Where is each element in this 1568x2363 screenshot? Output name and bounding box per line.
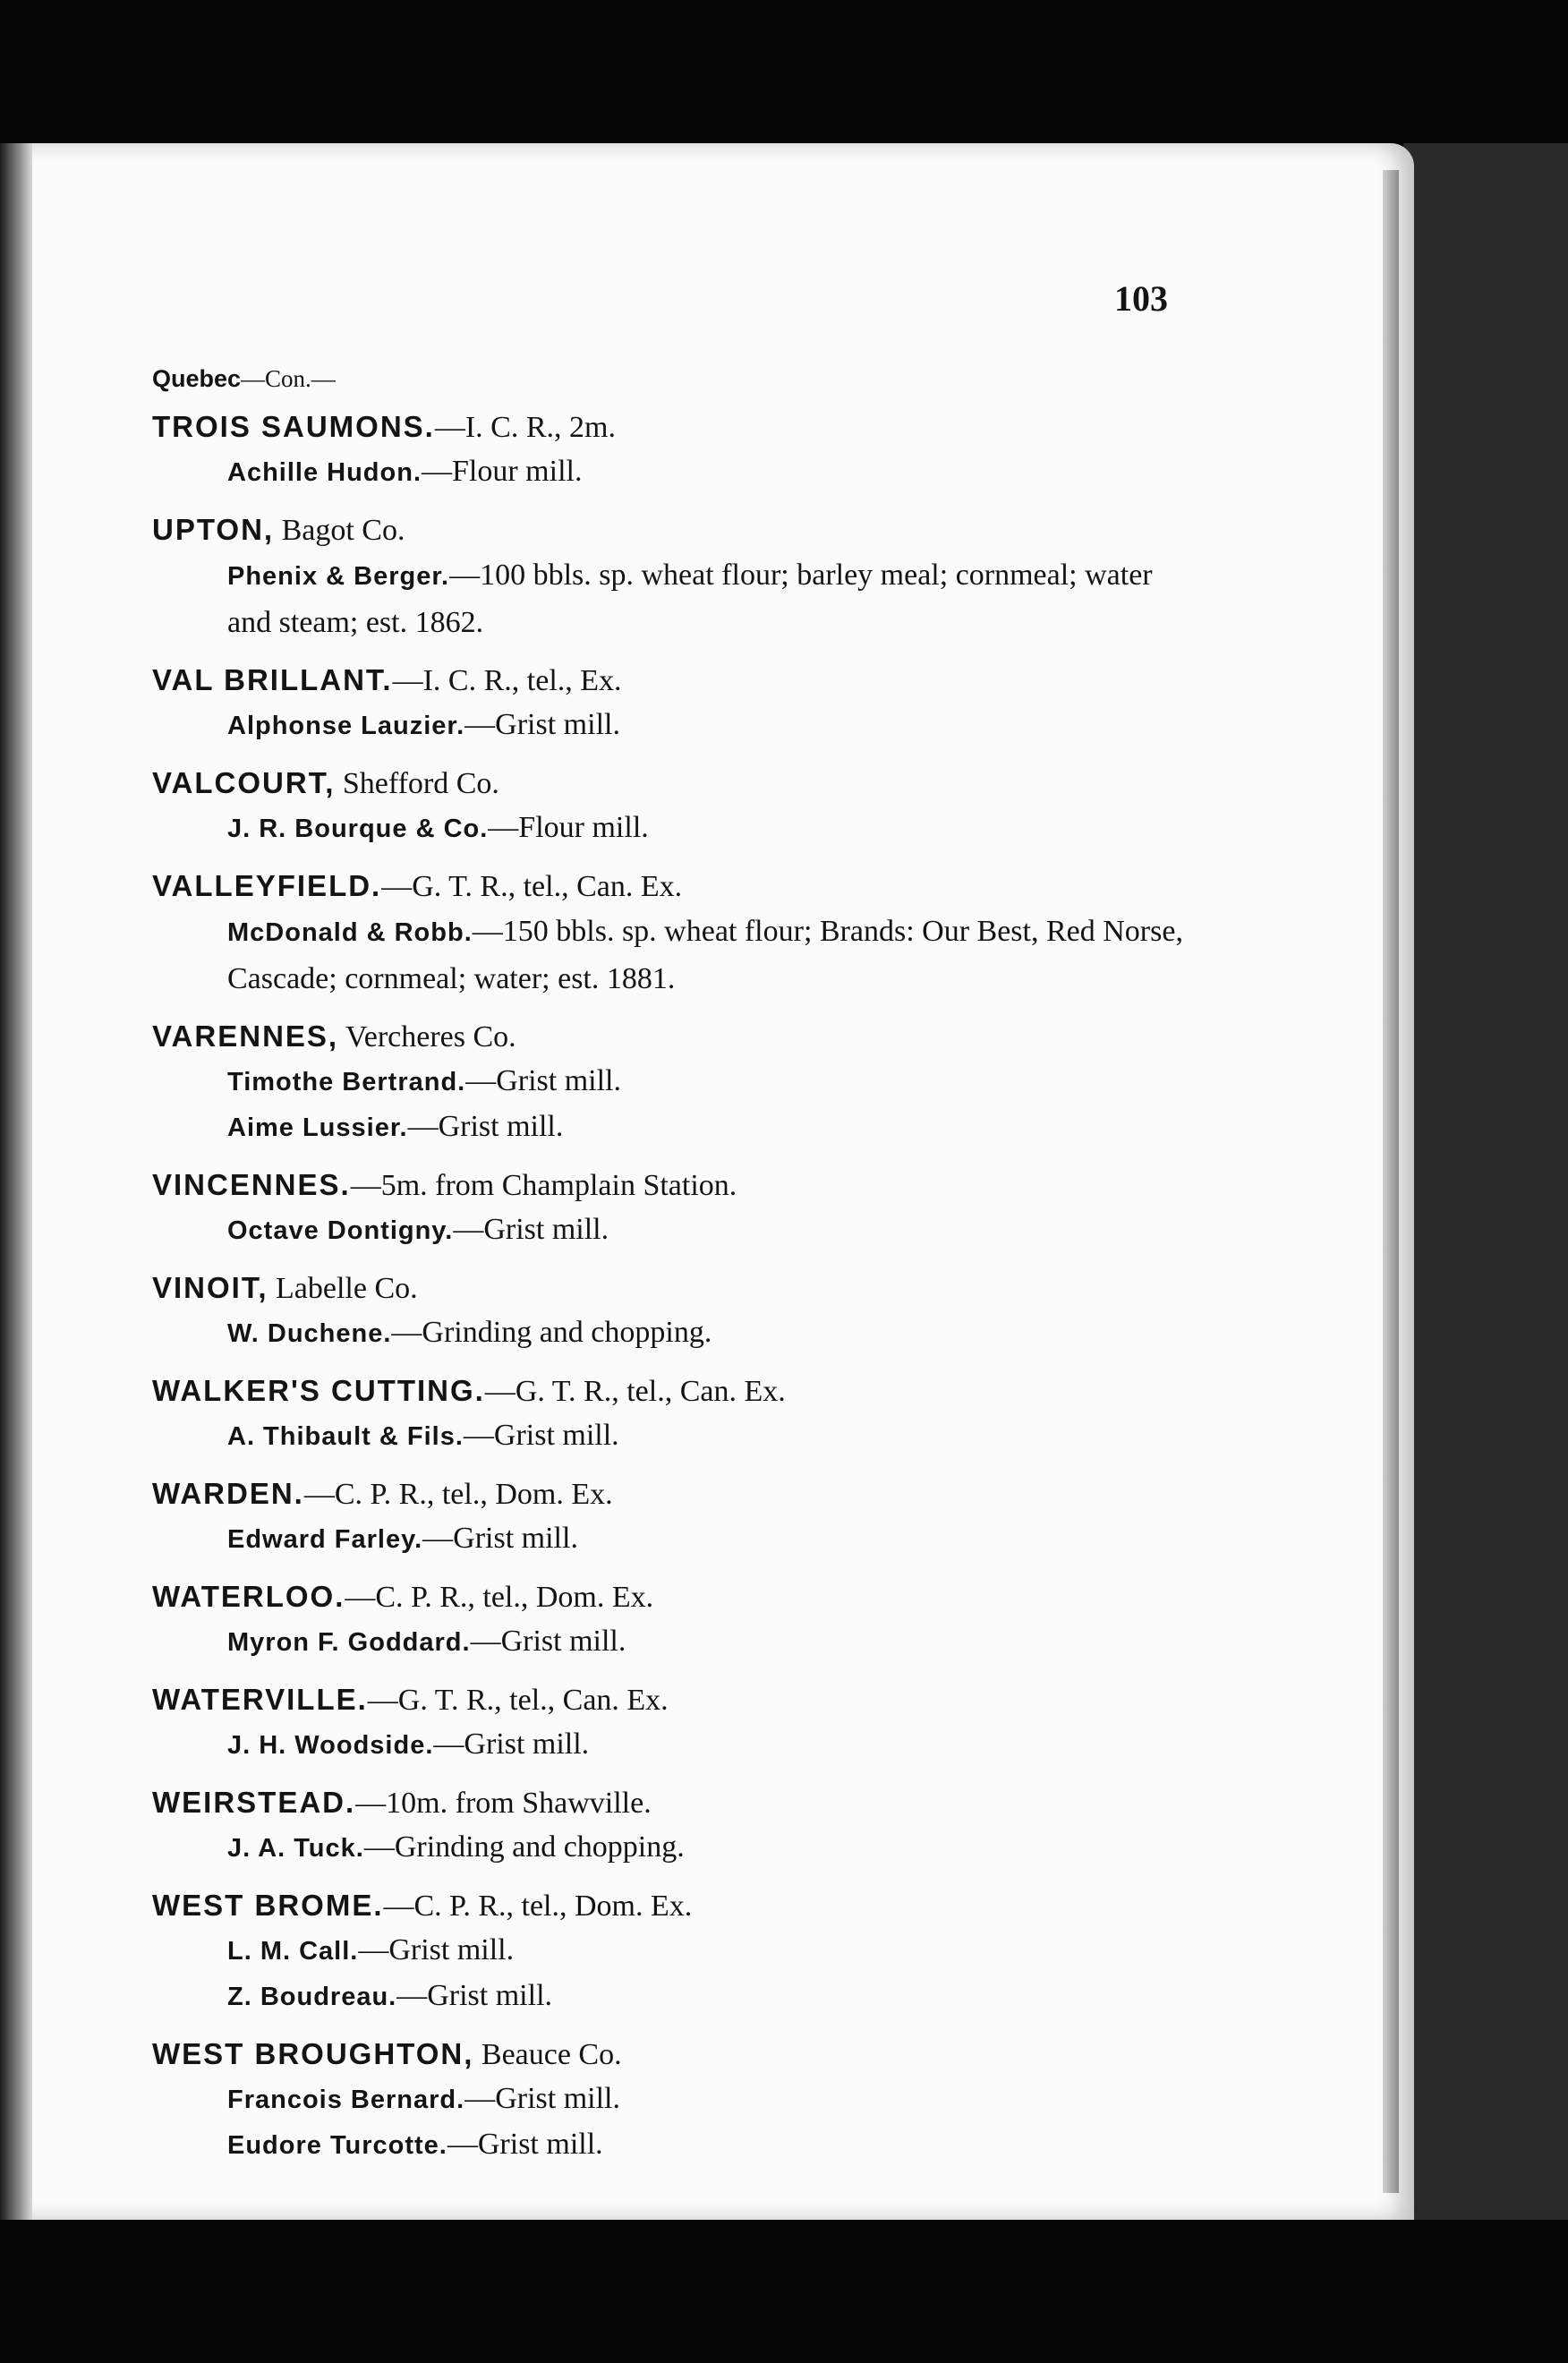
firm-line: [152, 1974, 1195, 2019]
place-entry: [152, 1781, 1195, 1871]
place-name: VINCENNES.: [152, 1168, 351, 1201]
firm-line: [152, 909, 1195, 1002]
place-name: VALLEYFIELD.: [152, 869, 382, 902]
place-entry: [152, 1164, 1195, 1253]
firm-line: [152, 1825, 1195, 1871]
firm-description: —Flour mill.: [422, 455, 583, 488]
firm-name: W. Duchene.: [227, 1319, 392, 1348]
place-entry: [152, 508, 1195, 645]
place-name: WATERLOO.: [152, 1580, 345, 1613]
place-details: Bagot Co.: [274, 514, 405, 547]
place-heading: [152, 1884, 1195, 1928]
firm-description: —100 bbls. sp. wheat flour; barley meal; cornmeal; water and steam; est. 1862.: [227, 559, 1153, 639]
place-name: WALKER'S CUTTING.: [152, 1374, 485, 1407]
place-entry: [152, 1884, 1195, 2019]
place-details: —10m. from Shawville.: [355, 1787, 652, 1820]
place-details: —I. C. R., tel., Ex.: [392, 664, 622, 697]
place-entry: [152, 1472, 1195, 1562]
place-details: —G. T. R., tel., Can. Ex.: [367, 1684, 669, 1717]
place-details: Beauce Co.: [473, 2038, 622, 2071]
place-entry: [152, 1678, 1195, 1768]
place-name: WEST BROME.: [152, 1889, 384, 1922]
scan-background-top: [0, 0, 1568, 152]
place-heading: [152, 1678, 1195, 1722]
place-details: —C. P. R., tel., Dom. Ex.: [345, 1581, 654, 1614]
place-entry: [152, 1015, 1195, 1150]
firm-line: [152, 1207, 1195, 1253]
firm-name: Timothe Bertrand.: [227, 1068, 466, 1096]
firm-line: [152, 1310, 1195, 1356]
firm-description: —Grist mill.: [453, 1213, 609, 1246]
firm-description: —Grist mill.: [464, 708, 620, 741]
place-heading: [152, 2033, 1195, 2077]
place-entry: [152, 1267, 1195, 1356]
firm-line: [152, 1413, 1195, 1459]
firm-line: [152, 2122, 1195, 2168]
place-heading: [152, 1015, 1195, 1059]
firm-line: [152, 1928, 1195, 1974]
place-name: WATERVILLE.: [152, 1683, 368, 1716]
place-heading: [152, 1164, 1195, 1207]
place-entry: [152, 659, 1195, 748]
firm-description: —Grinding and chopping.: [391, 1316, 712, 1349]
firm-line: [152, 449, 1195, 495]
firm-line: [152, 2077, 1195, 2122]
firm-description: —Grist mill.: [464, 2082, 620, 2115]
firm-description: —150 bbls. sp. wheat flour; Brands: Our Best, Red Norse, Cascade; cornmeal; water; est. 1881.: [227, 915, 1183, 995]
place-name: TROIS SAUMONS.: [152, 410, 435, 443]
place-entry: [152, 405, 1195, 495]
firm-name: Alphonse Lauzier.: [227, 712, 465, 740]
firm-line: [152, 806, 1195, 851]
firm-description: —Flour mill.: [488, 811, 649, 844]
place-details: —G. T. R., tel., Can. Ex.: [484, 1375, 786, 1408]
place-heading: [152, 659, 1195, 703]
firm-description: —Grist mill.: [463, 1419, 619, 1452]
firm-description: —Grist mill.: [470, 1625, 626, 1658]
firm-line: [152, 1059, 1195, 1105]
firm-name: Eudore Turcotte.: [227, 2131, 447, 2160]
place-name: VALCOURT,: [152, 766, 336, 799]
firm-name: J. A. Tuck.: [227, 1834, 364, 1863]
place-entry: [152, 865, 1195, 1002]
firm-name: Octave Dontigny.: [227, 1216, 454, 1245]
firm-name: Z. Boudreau.: [227, 1983, 397, 2011]
firm-line: [152, 703, 1195, 748]
firm-name: Achille Hudon.: [227, 458, 422, 487]
firm-name: Aime Lussier.: [227, 1113, 408, 1142]
binding-edge: [0, 143, 32, 2229]
place-entry: [152, 1369, 1195, 1459]
directory-listing: [152, 269, 1195, 2181]
place-details: —C. P. R., tel., Dom. Ex.: [303, 1478, 613, 1511]
place-heading: [152, 1369, 1195, 1413]
firm-line: [152, 552, 1195, 645]
firm-name: J. H. Woodside.: [227, 1731, 434, 1760]
firm-description: —Grist mill.: [407, 1110, 564, 1143]
running-head: [152, 365, 1195, 393]
place-details: Shefford Co.: [335, 767, 499, 800]
page-edge: [1383, 170, 1399, 2193]
place-name: VINOIT,: [152, 1271, 268, 1304]
place-heading: [152, 1267, 1195, 1310]
place-entry: [152, 1575, 1195, 1665]
running-head-province: Quebec: [152, 365, 242, 392]
place-heading: [152, 865, 1195, 909]
scan-background-bottom: [0, 2220, 1568, 2363]
firm-name: Edward Farley.: [227, 1525, 423, 1554]
place-entry: [152, 2033, 1195, 2168]
firm-name: Francois Bernard.: [227, 2086, 465, 2114]
place-name: WEIRSTEAD.: [152, 1786, 356, 1819]
firm-name: J. R. Bourque & Co.: [227, 815, 489, 843]
firm-description: —Grist mill.: [422, 1522, 578, 1555]
place-details: —G. T. R., tel., Can. Ex.: [381, 870, 683, 903]
firm-line: [152, 1619, 1195, 1665]
place-name: VAL BRILLANT.: [152, 663, 393, 696]
firm-description: —Grist mill.: [396, 1979, 553, 2012]
place-heading: [152, 405, 1195, 449]
place-details: —I. C. R., 2m.: [434, 411, 616, 444]
place-name: VARENNES,: [152, 1019, 339, 1053]
firm-name: A. Thibault & Fils.: [227, 1422, 464, 1451]
firm-description: —Grinding and chopping.: [363, 1830, 685, 1864]
firm-description: —Grist mill.: [358, 1933, 515, 1966]
place-heading: [152, 1781, 1195, 1825]
place-details: Labelle Co.: [268, 1272, 418, 1305]
firm-line: [152, 1722, 1195, 1768]
place-entry: [152, 762, 1195, 851]
place-name: WEST BROUGHTON,: [152, 2037, 474, 2070]
firm-name: Myron F. Goddard.: [227, 1628, 471, 1657]
page-number: 103: [1114, 278, 1168, 319]
firm-name: L. M. Call.: [227, 1937, 359, 1966]
place-heading: [152, 1472, 1195, 1516]
facing-page-shadow: [1403, 143, 1568, 2229]
firm-description: —Grist mill.: [447, 2128, 603, 2161]
running-head-continued: —Con.—: [241, 365, 336, 392]
place-heading: [152, 508, 1195, 552]
firm-name: Phenix & Berger.: [227, 562, 450, 591]
place-name: UPTON,: [152, 513, 275, 546]
firm-name: McDonald & Robb.: [227, 918, 473, 947]
place-details: —C. P. R., tel., Dom. Ex.: [383, 1890, 693, 1923]
place-details: —5m. from Champlain Station.: [350, 1169, 737, 1202]
firm-description: —Grist mill.: [465, 1064, 622, 1097]
place-name: WARDEN.: [152, 1477, 304, 1510]
place-heading: [152, 1575, 1195, 1619]
firm-description: —Grist mill.: [433, 1727, 590, 1761]
firm-line: [152, 1516, 1195, 1562]
firm-line: [152, 1105, 1195, 1150]
place-details: Vercheres Co.: [338, 1020, 516, 1054]
place-heading: [152, 762, 1195, 806]
